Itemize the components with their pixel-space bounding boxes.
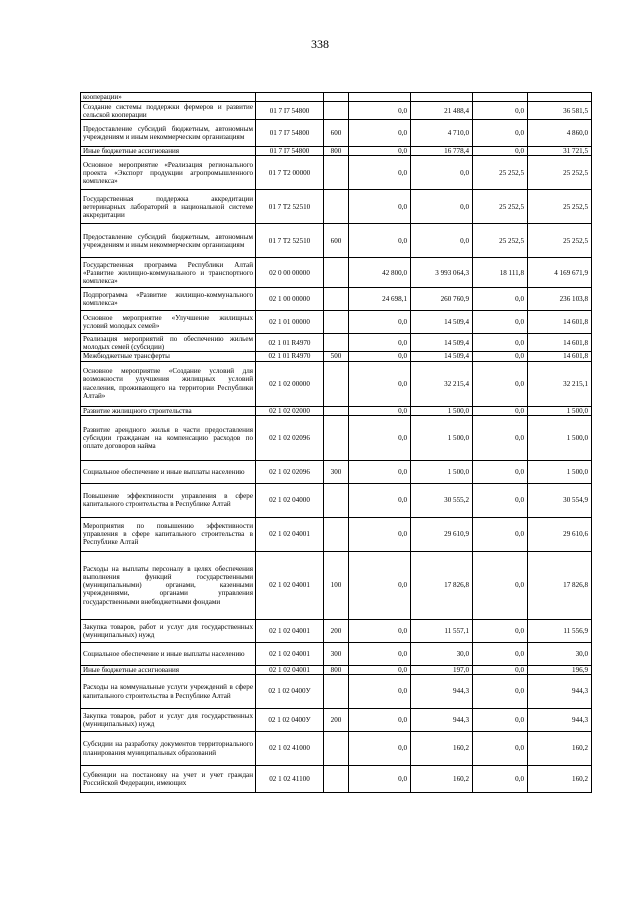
table-row <box>81 483 592 517</box>
row-value-2: 0,0 <box>411 224 473 258</box>
table-row <box>81 361 592 406</box>
row-value-4: 196,9 <box>528 665 592 674</box>
row-value-4: 17 826,8 <box>528 551 592 619</box>
row-value-2: 32 215,4 <box>411 361 473 406</box>
row-value-1: 0,0 <box>349 619 411 642</box>
row-value-4: 944,3 <box>528 709 592 732</box>
row-expense-type: 200 <box>324 619 349 642</box>
row-value-1: 0,0 <box>349 642 411 665</box>
row-value-3: 0,0 <box>473 334 528 352</box>
row-value-2: 21 488,4 <box>411 102 473 120</box>
row-value-2: 0,0 <box>411 156 473 190</box>
row-value-3: 0,0 <box>473 665 528 674</box>
row-expense-type <box>324 406 349 415</box>
row-value-4: 160,2 <box>528 766 592 793</box>
row-value-1: 0,0 <box>349 311 411 334</box>
table-row <box>81 288 592 311</box>
row-value-4 <box>528 93 592 102</box>
row-code: 02 1 02 41000 <box>256 732 324 766</box>
row-value-4: 14 601,8 <box>528 311 592 334</box>
row-value-1 <box>349 93 411 102</box>
row-name: Предоставление субсидий бюджетным, автономным учреждениям и иным некоммерческим организациям <box>81 224 256 258</box>
row-expense-type <box>324 732 349 766</box>
row-value-1: 0,0 <box>349 102 411 120</box>
row-value-4: 25 252,5 <box>528 156 592 190</box>
row-value-2: 30,0 <box>411 642 473 665</box>
table-row <box>81 147 592 156</box>
row-expense-type <box>324 415 349 460</box>
row-value-4: 1 500,0 <box>528 460 592 483</box>
row-value-3: 0,0 <box>473 352 528 361</box>
row-value-4: 36 581,5 <box>528 102 592 120</box>
row-code: 02 1 02 0400У <box>256 675 324 709</box>
row-name: Основное мероприятие «Улучшение жилищных условий молодых семей» <box>81 311 256 334</box>
row-code: 02 1 01 R4970 <box>256 352 324 361</box>
table-row <box>81 406 592 415</box>
row-name: кооперации» <box>81 93 256 102</box>
row-value-1: 0,0 <box>349 190 411 224</box>
row-expense-type <box>324 675 349 709</box>
row-code: 02 1 02 04001 <box>256 517 324 551</box>
row-value-1: 0,0 <box>349 352 411 361</box>
row-expense-type <box>324 258 349 288</box>
row-code: 02 1 02 02096 <box>256 415 324 460</box>
row-value-3: 25 252,5 <box>473 190 528 224</box>
row-value-1: 0,0 <box>349 224 411 258</box>
row-value-1: 0,0 <box>349 709 411 732</box>
row-value-3: 0,0 <box>473 709 528 732</box>
row-expense-type: 300 <box>324 642 349 665</box>
row-value-3: 25 252,5 <box>473 156 528 190</box>
row-code <box>256 93 324 102</box>
row-expense-type: 300 <box>324 460 349 483</box>
row-value-4: 236 103,8 <box>528 288 592 311</box>
table-row <box>81 311 592 334</box>
row-value-2: 14 509,4 <box>411 334 473 352</box>
row-code: 02 1 00 00000 <box>256 288 324 311</box>
table-row <box>81 551 592 619</box>
row-expense-type <box>324 93 349 102</box>
row-value-2: 17 826,8 <box>411 551 473 619</box>
row-expense-type <box>324 517 349 551</box>
row-value-2: 14 509,4 <box>411 311 473 334</box>
row-name: Иные бюджетные ассигнования <box>81 665 256 674</box>
row-value-3: 0,0 <box>473 406 528 415</box>
row-value-3: 25 252,5 <box>473 224 528 258</box>
row-value-3: 0,0 <box>473 619 528 642</box>
row-name: Субвенции на постановку на учет и учет граждан Российской Федерации, имеющих <box>81 766 256 793</box>
row-expense-type: 600 <box>324 120 349 147</box>
table-row <box>81 766 592 793</box>
row-value-1: 0,0 <box>349 147 411 156</box>
row-value-3: 0,0 <box>473 483 528 517</box>
table-row <box>81 224 592 258</box>
row-name: Закупка товаров, работ и услуг для государственных (муниципальных) нужд <box>81 709 256 732</box>
row-value-4: 29 610,6 <box>528 517 592 551</box>
row-value-3: 0,0 <box>473 288 528 311</box>
table-row <box>81 334 592 352</box>
row-value-3: 0,0 <box>473 102 528 120</box>
row-value-4: 31 721,5 <box>528 147 592 156</box>
row-expense-type: 500 <box>324 352 349 361</box>
row-value-2: 4 710,0 <box>411 120 473 147</box>
row-value-2: 16 778,4 <box>411 147 473 156</box>
row-value-3: 0,0 <box>473 120 528 147</box>
row-value-3: 18 111,8 <box>473 258 528 288</box>
row-value-1: 0,0 <box>349 732 411 766</box>
row-code: 01 7 T2 52510 <box>256 224 324 258</box>
row-value-4: 30 554,9 <box>528 483 592 517</box>
row-value-2 <box>411 93 473 102</box>
row-name: Повышение эффективности управления в сфере капитального строительства в Республике Алтай <box>81 483 256 517</box>
row-value-3: 0,0 <box>473 642 528 665</box>
row-name: Основное мероприятие «Создание условий для возможности улучшения жилищных условий населения, проживающего на территории Республики Алтай» <box>81 361 256 406</box>
row-expense-type: 200 <box>324 709 349 732</box>
row-expense-type <box>324 361 349 406</box>
row-value-4: 160,2 <box>528 732 592 766</box>
row-expense-type: 100 <box>324 551 349 619</box>
row-expense-type <box>324 288 349 311</box>
row-value-1: 24 698,1 <box>349 288 411 311</box>
row-value-1: 0,0 <box>349 517 411 551</box>
row-value-1: 42 800,0 <box>349 258 411 288</box>
row-value-2: 1 500,0 <box>411 406 473 415</box>
row-value-2: 160,2 <box>411 766 473 793</box>
row-expense-type <box>324 156 349 190</box>
row-value-1: 0,0 <box>349 483 411 517</box>
row-value-2: 14 509,4 <box>411 352 473 361</box>
row-code: 01 7 T2 00000 <box>256 156 324 190</box>
row-code: 02 1 01 R4970 <box>256 334 324 352</box>
row-value-2: 944,3 <box>411 675 473 709</box>
row-name: Реализация мероприятий по обеспечению жильем молодых семей (субсидии) <box>81 334 256 352</box>
row-value-4: 14 601,8 <box>528 352 592 361</box>
row-name: Социальное обеспечение и иные выплаты населению <box>81 460 256 483</box>
row-expense-type <box>324 190 349 224</box>
table-row <box>81 709 592 732</box>
row-value-3: 0,0 <box>473 361 528 406</box>
row-value-1: 0,0 <box>349 675 411 709</box>
row-code: 02 1 02 04001 <box>256 665 324 674</box>
row-expense-type: 800 <box>324 147 349 156</box>
row-value-3: 0,0 <box>473 311 528 334</box>
row-expense-type <box>324 483 349 517</box>
row-name: Государственная программа Республики Алтай «Развитие жилищно-коммунального и транспортного комплекса» <box>81 258 256 288</box>
row-name: Развитие арендного жилья в части предоставления субсидии гражданам на компенсацию расходов по оплате договоров найма <box>81 415 256 460</box>
row-value-1: 0,0 <box>349 551 411 619</box>
row-expense-type <box>324 766 349 793</box>
row-expense-type: 600 <box>324 224 349 258</box>
row-name: Расходы на выплаты персоналу в целях обеспечения выполнения функций государственными (муниципальными) органами, казенными учреждениями, органами управления государственными внебюджетными фондами <box>81 551 256 619</box>
table-row <box>81 665 592 674</box>
table-row <box>81 460 592 483</box>
row-value-4: 25 252,5 <box>528 224 592 258</box>
row-code: 02 1 02 04001 <box>256 551 324 619</box>
row-value-2: 944,3 <box>411 709 473 732</box>
table-row <box>81 642 592 665</box>
budget-table <box>80 92 592 793</box>
row-value-3: 0,0 <box>473 517 528 551</box>
row-value-3: 0,0 <box>473 675 528 709</box>
row-value-2: 160,2 <box>411 732 473 766</box>
table-row <box>81 190 592 224</box>
row-value-4: 11 556,9 <box>528 619 592 642</box>
table-row <box>81 156 592 190</box>
row-code: 02 1 02 02000 <box>256 406 324 415</box>
row-code: 01 7 I7 54800 <box>256 102 324 120</box>
row-code: 02 1 02 00000 <box>256 361 324 406</box>
row-name: Развитие жилищного строительства <box>81 406 256 415</box>
row-value-2: 1 500,0 <box>411 415 473 460</box>
row-code: 01 7 I7 54800 <box>256 147 324 156</box>
row-code: 02 1 01 00000 <box>256 311 324 334</box>
row-value-4: 944,3 <box>528 675 592 709</box>
table-row <box>81 619 592 642</box>
row-code: 02 1 02 04001 <box>256 642 324 665</box>
row-expense-type <box>324 311 349 334</box>
row-code: 02 1 02 0400У <box>256 709 324 732</box>
row-value-4: 4 860,0 <box>528 120 592 147</box>
row-value-4: 1 500,0 <box>528 406 592 415</box>
row-code: 02 1 02 04001 <box>256 619 324 642</box>
row-name: Межбюджетные трансферты <box>81 352 256 361</box>
row-value-3: 0,0 <box>473 147 528 156</box>
row-value-2: 0,0 <box>411 190 473 224</box>
table-row <box>81 93 592 102</box>
table-row <box>81 675 592 709</box>
row-value-4: 4 169 671,9 <box>528 258 592 288</box>
row-value-4: 32 215,1 <box>528 361 592 406</box>
row-code: 02 1 02 04000 <box>256 483 324 517</box>
row-value-2: 197,0 <box>411 665 473 674</box>
row-value-2: 29 610,9 <box>411 517 473 551</box>
row-name: Предоставление субсидий бюджетным, автономным учреждениям и иным некоммерческим организациям <box>81 120 256 147</box>
row-value-1: 0,0 <box>349 766 411 793</box>
row-value-2: 11 557,1 <box>411 619 473 642</box>
row-name: Государственная поддержка аккредитации ветеринарных лабораторий в национальной системе аккредитации <box>81 190 256 224</box>
row-name: Создание системы поддержки фермеров и развитие сельской кооперации <box>81 102 256 120</box>
row-value-2: 260 760,9 <box>411 288 473 311</box>
budget-table-body <box>81 93 592 793</box>
row-value-1: 0,0 <box>349 156 411 190</box>
row-expense-type <box>324 102 349 120</box>
row-value-4: 30,0 <box>528 642 592 665</box>
row-name: Иные бюджетные ассигнования <box>81 147 256 156</box>
row-value-2: 3 993 064,3 <box>411 258 473 288</box>
row-code: 01 7 T2 52510 <box>256 190 324 224</box>
page-number: 338 <box>311 37 329 51</box>
row-value-2: 1 500,0 <box>411 460 473 483</box>
row-expense-type: 800 <box>324 665 349 674</box>
row-name: Расходы на коммунальные услуги учреждений в сфере капитального строительства в Республике Алтай <box>81 675 256 709</box>
row-value-1: 0,0 <box>349 120 411 147</box>
row-name: Основное мероприятие «Реализация регионального проекта «Экспорт продукции агропромышленного комплекса» <box>81 156 256 190</box>
row-value-3: 0,0 <box>473 551 528 619</box>
row-code: 01 7 I7 54800 <box>256 120 324 147</box>
table-row <box>81 352 592 361</box>
table-row <box>81 732 592 766</box>
row-code: 02 1 02 02096 <box>256 460 324 483</box>
row-value-1: 0,0 <box>349 665 411 674</box>
table-row <box>81 415 592 460</box>
row-value-3: 0,0 <box>473 732 528 766</box>
table-row <box>81 517 592 551</box>
row-value-4: 14 601,8 <box>528 334 592 352</box>
row-name: Мероприятия по повышению эффективности управления в сфере капитального строительства в Республике Алтай <box>81 517 256 551</box>
row-name: Субсидии на разработку документов территориального планирования муниципальных образований <box>81 732 256 766</box>
row-value-3: 0,0 <box>473 415 528 460</box>
row-value-1: 0,0 <box>349 460 411 483</box>
row-value-2: 30 555,2 <box>411 483 473 517</box>
row-value-3: 0,0 <box>473 766 528 793</box>
row-expense-type <box>324 334 349 352</box>
table-row <box>81 102 592 120</box>
row-value-4: 1 500,0 <box>528 415 592 460</box>
row-code: 02 1 02 41100 <box>256 766 324 793</box>
row-code: 02 0 00 00000 <box>256 258 324 288</box>
row-value-1: 0,0 <box>349 415 411 460</box>
row-value-3 <box>473 93 528 102</box>
row-value-4: 25 252,5 <box>528 190 592 224</box>
row-value-1: 0,0 <box>349 334 411 352</box>
row-name: Закупка товаров, работ и услуг для государственных (муниципальных) нужд <box>81 619 256 642</box>
row-value-1: 0,0 <box>349 361 411 406</box>
row-name: Социальное обеспечение и иные выплаты населению <box>81 642 256 665</box>
table-row <box>81 120 592 147</box>
row-value-1: 0,0 <box>349 406 411 415</box>
table-row <box>81 258 592 288</box>
row-name: Подпрограмма «Развитие жилищно-коммунального комплекса» <box>81 288 256 311</box>
row-value-3: 0,0 <box>473 460 528 483</box>
